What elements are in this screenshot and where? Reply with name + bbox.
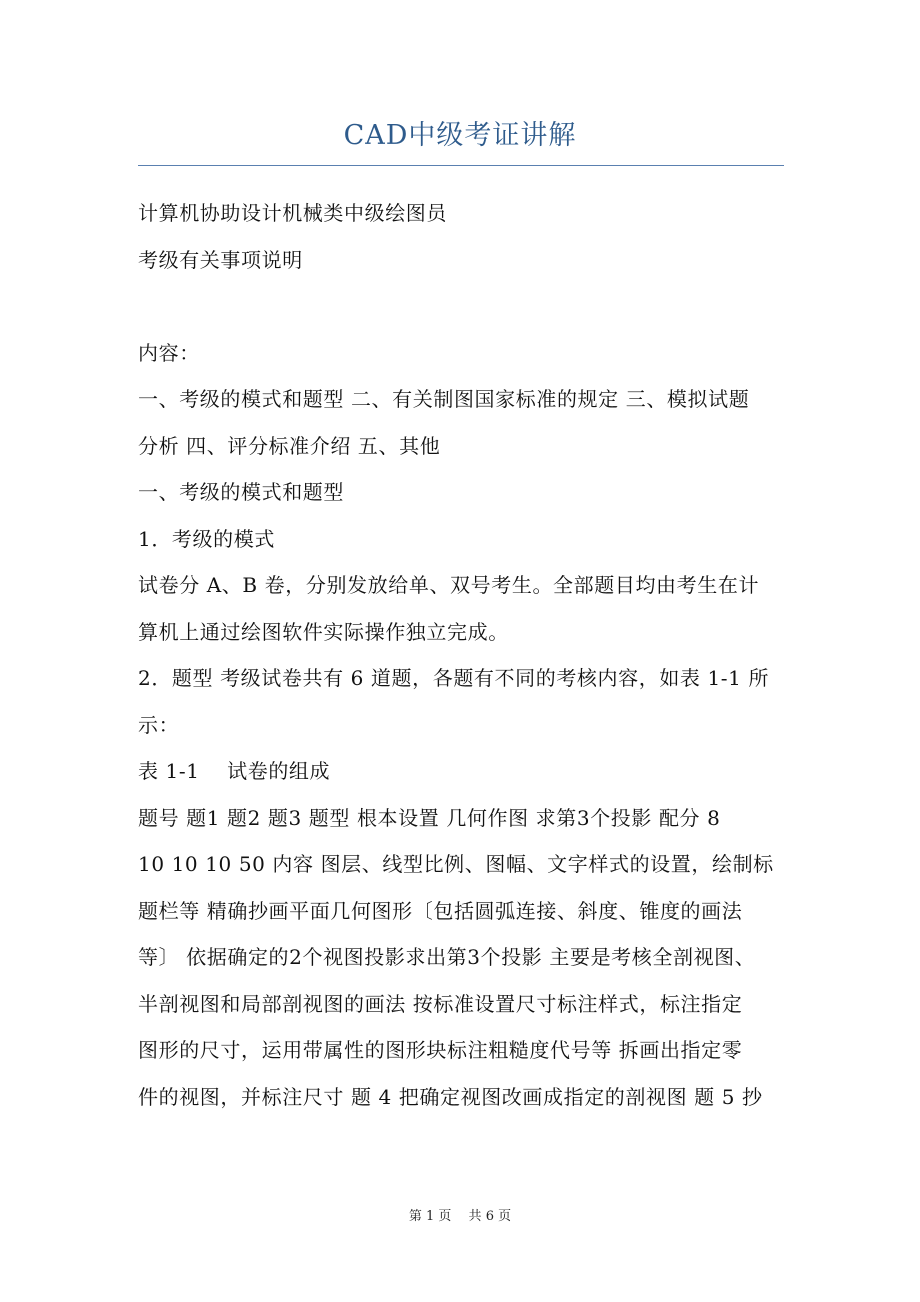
body-line: 示：: [138, 712, 180, 737]
body-line: 内容：: [138, 340, 200, 365]
body-line: 件的视图，并标注尺寸 题 4 把确定视图改画成指定的剖视图 题 5 抄: [138, 1084, 763, 1109]
body-line: 半剖视图和局部剖视图的画法 按标准设置尺寸标注样式，标注指定: [138, 991, 743, 1016]
page-footer: 第 1 页 共 6 页: [408, 1209, 512, 1224]
document-body: [138, 190, 788, 1120]
body-line: 算机上通过绘图软件实际操作独立完成。: [138, 619, 509, 644]
body-line: 10 10 10 50 内容 图层、线型比例、图幅、文字样式的设置，绘制标: [138, 852, 774, 876]
table-caption: 表 1-1 试卷的组成: [138, 759, 331, 783]
body-line: 试卷分 A、B 卷，分别发放给单、双号考生。全部题目均由考生在计: [138, 573, 760, 597]
body-line: 题栏等 精确抄画平面几何图形〔包括圆弧连接、斜度、锥度的画法: [138, 898, 743, 923]
body-line: 题号 题1 题2 题3 题型 根本设置 几何作图 求第3个投影 配分 8: [138, 805, 721, 830]
body-line: 考级有关事项说明: [138, 247, 303, 272]
document-title: CAD中级考证讲解: [343, 120, 577, 151]
section-heading: 一、考级的模式和题型: [138, 480, 344, 504]
body-line: 图形的尺寸，运用带属性的图形块标注粗糙度代号等 拆画出指定零: [138, 1038, 743, 1062]
body-line: 2．题型 考级试卷共有 6 道题，各题有不同的考核内容，如表 1-1 所: [138, 666, 770, 690]
blank-line: [138, 283, 788, 330]
body-line: 一、考级的模式和题型 二、有关制图国家标准的规定 三、模拟试题: [138, 387, 750, 411]
body-line: 等〕 依据确定的2个视图投影求出第3个投影 主要是考核全剖视图、: [138, 945, 756, 969]
title-underline: [138, 165, 784, 166]
body-line: 分析 四、评分标准介绍 五、其他: [138, 433, 441, 458]
subsection-heading: 1．考级的模式: [138, 526, 275, 551]
body-line: 计算机协助设计机械类中级绘图员: [138, 201, 447, 225]
